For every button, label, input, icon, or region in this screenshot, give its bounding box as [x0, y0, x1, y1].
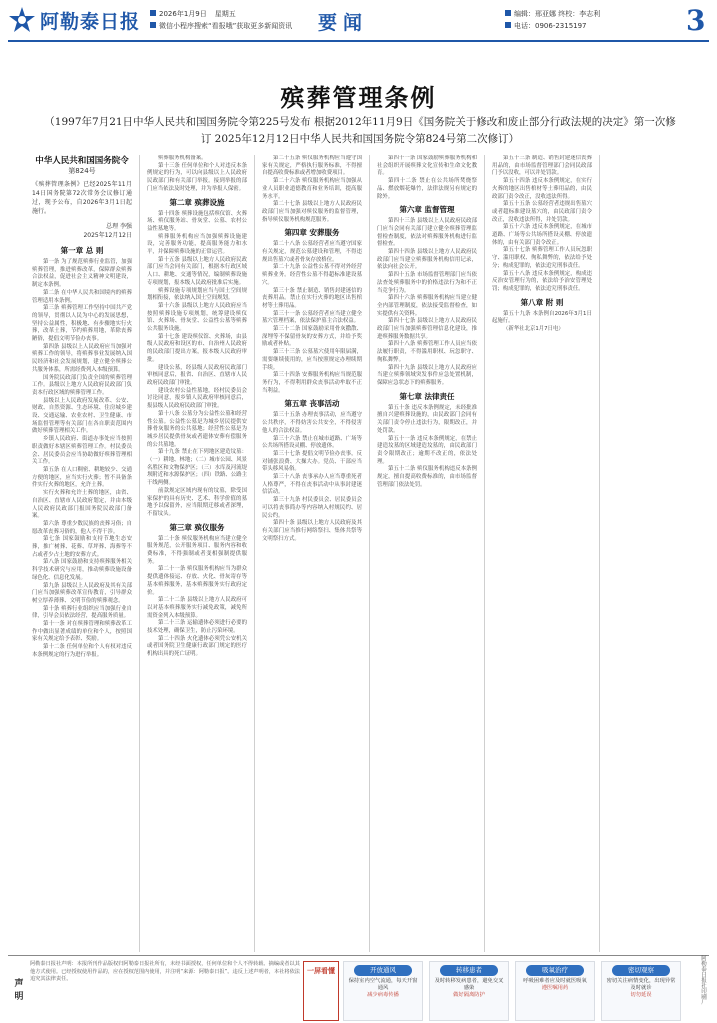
logo-text: 阿勒泰日报 [40, 10, 141, 33]
article-paragraph: 第四条 县级以上人民政府应当加强对殡葬工作的领导，将殡葬事业发展纳入国民经济和社会发展规划，建立健全殡葬公共服务体系，所需经费列入本级预算。 [32, 343, 132, 373]
order-date: 2025年12月12日 [83, 232, 132, 239]
column-content [262, 155, 362, 543]
article-paragraph: 第三十三条 公墓墓穴使用年限届满，需要继续使用的，应当按照规定办理续期手续。 [262, 349, 362, 371]
article-paragraph: 第五十一条 违反本条例规定，在禁止建造坟墓的区域建造坟墓的，由民政部门责令限期改正；逾期不改正的，依法处理。 [377, 435, 477, 465]
article-paragraph: 第三十四条 安葬服务机构应当规范服务行为，不得利用群众丧事活动牟取不正当利益。 [262, 372, 362, 394]
article-paragraph: 第四十八条 殡葬管理工作人员应当依法履行职责，不得滥用职权、玩忽职守、徇私舞弊。 [377, 341, 477, 363]
text-column-6 [607, 155, 707, 952]
article-paragraph: 第四十四条 县级以上地方人民政府民政部门应当建立殡葬服务机构信用记录，依法向社会公开。 [377, 249, 477, 271]
column-divider [254, 155, 255, 952]
promo-title: 转移患者 [440, 965, 498, 976]
logo-icon [8, 6, 36, 34]
header-rule [8, 40, 709, 42]
editor-info: 编辑：邢亚娜 终校：李志利 [514, 10, 601, 18]
article-paragraph: 殡葬服务机构备案。 [158, 155, 207, 161]
promo-card [601, 961, 681, 1021]
promo-card [429, 961, 509, 1021]
article-paragraph: 第二条 在中华人民共和国境内的殡葬管理适用本条例。 [32, 289, 132, 304]
article-paragraph: 第三十九条 村民委员会、居民委员会可以将丧事简办等内容纳入村规民约、居民公约。 [262, 497, 362, 519]
article-paragraph: 第十条 殡葬行业组织应当加强行业自律，引导会员依法经营，提高服务质量。 [32, 605, 132, 620]
issue-weekday: 星期五 [214, 10, 236, 18]
column-content [492, 155, 592, 334]
article-paragraph: 第十二条 任何单位和个人有权对违反本条例规定的行为进行举报。 [32, 644, 132, 658]
editor-meta [505, 8, 600, 32]
article-paragraph: 第三十六条 禁止在城市道路、广场等公共场所搭设灵棚、停放遗体。 [262, 435, 362, 450]
article-paragraph: 建设农村公益性墓地，经村民委员会讨论同意，报乡镇人民政府审核同意后，报县级人民政府民政部门审批。 [147, 387, 247, 410]
phone-info: 电话：0906-2315197 [514, 22, 587, 30]
promo-text: 密切关注病情变化，出现异常及时就诊 [606, 978, 676, 992]
column-content [32, 246, 132, 660]
column-divider [599, 155, 600, 952]
article-paragraph: 第十一条 对在殡葬管理和殡葬改革工作中做出显著成绩的单位和个人，按照国家有关规定给予表彰、奖励。 [32, 621, 132, 643]
article-subline: （1997年7月21日中华人民共和国国务院令第225号发布 根据2012年11月9日《国务院关于修改和废止部分行政法规的决定》第一次修订 2025年12月12日中华人民共和国国务院令第824号第二次修订） [44, 116, 676, 145]
article-paragraph: 第二十八条 公墓经营者应当遵守国家有关规定，规范公墓建设和管理，不得违规出售墓穴或者骨灰存放格位。 [262, 241, 362, 263]
promo-title: 开放通风 [354, 965, 412, 976]
article-headline: 殡葬管理条例 [280, 83, 437, 112]
article-paragraph: 第四十九条 县级以上地方人民政府应当建立殡葬领域突发事件应急处置机制，保障应急状态下的殡葬服务。 [377, 364, 477, 386]
article-paragraph: 第五十七条 殡葬管理工作人员玩忽职守、滥用职权、徇私舞弊的，依法给予处分；构成犯罪的，依法追究刑事责任。 [492, 247, 592, 269]
article-paragraph: 第十四条 殡葬设施包括殡仪馆、火葬场、殡仪服务站、骨灰堂、公墓、农村公益性墓地等。 [147, 210, 247, 232]
article-paragraph: 第五十二条 殡仪服务机构违反本条例规定，擅自提高收费标准的，由市场监督管理部门依法处罚。 [377, 466, 477, 488]
article-paragraph: 建设公墓，经县级人民政府民政部门审核同意后，报省、自治区、直辖市人民政府民政部门审批。 [147, 364, 247, 386]
promo-title: 吸氧治疗 [526, 965, 584, 976]
footer-rule [8, 955, 709, 956]
promo-text: 保持室内空气流通，每天开窗通风 [348, 978, 418, 992]
footer-label: 声明 [12, 978, 23, 1004]
article-paragraph: 第三十条 禁止制造、销售封建迷信的丧葬用品。禁止在实行火葬的地区出售棺材等土葬用品。 [262, 287, 362, 309]
column-divider [369, 155, 370, 952]
article-paragraph: 第五十六条 违反本条例规定，在城市道路、广场等公共场所搭设灵棚、停放遗体的，由有关部门责令改正。 [492, 224, 592, 246]
column-divider [484, 155, 485, 952]
article-paragraph: 第四十六条 殡葬服务机构应当建立健全内部管理制度，依法接受监督检查，如实提供有关资料。 [377, 295, 477, 317]
order-body: 《殡葬管理条例》已经2025年11月14日国务院第72次常务会议修订通过，现予公布，自2026年3月1日起施行。 [32, 181, 132, 215]
text-column-2 [147, 155, 247, 952]
article-paragraph: 第十七条 建设殡仪馆、火葬场，由县级人民政府和设区的市、自治州人民政府的民政部门提出方案，报本级人民政府审批。 [147, 333, 247, 363]
state-council-order [32, 155, 132, 240]
chapter-heading: 第六章 监督管理 [399, 205, 455, 215]
article-paragraph: 第二十七条 县级以上地方人民政府民政部门应当加强对殡仪服务的监督管理，指导殡仪服务机构规范服务。 [262, 201, 362, 223]
article-paragraph: 第二十三条 运输遗体必须进行必要的技术处理，确保卫生，防止污染环境。 [147, 620, 247, 635]
order-title: 中华人民共和国国务院令 [35, 156, 129, 166]
article-paragraph: 第五条 在人口稠密、耕地较少、交通方便的地区，应当实行火葬；暂不具备条件实行火葬的地区，允许土葬。 [32, 466, 132, 489]
wechat-note: 微信小程序搜索“看报哦”获取更多新闻资讯 [159, 22, 293, 30]
promo-highlight: 减少病毒传播 [367, 992, 399, 999]
article-paragraph: 第四十二条 禁止在公共场所焚烧祭品、燃放烟花爆竹，法律法规另有规定的除外。 [377, 178, 477, 200]
article-paragraph: 县级以上人民政府发展改革、公安、财政、自然资源、生态环境、住房城乡建设、交通运输、农业农村、卫生健康、市场监督管理等有关部门在各自职责范围内做好殡葬管理相关工作。 [32, 397, 132, 435]
order-signer: 总理 李强 [106, 223, 132, 230]
promo-text: 呼吸困难者应及时就医吸氧 [523, 978, 587, 984]
article-paragraph: 第二十五条 殡仪服务机构应当遵守国家有关规定，严格执行服务标准，不得擅自提高收费标准或者增加收费项目。 [262, 155, 362, 177]
article-paragraph: 第三十二条 国家鼓励采用骨灰撒散、深埋等不保留骨灰的安葬方式，并给予奖励或者补贴。 [262, 326, 362, 348]
square-bullet-icon [505, 22, 511, 28]
article-paragraph: 第四十三条 县级以上人民政府民政部门应当会同有关部门建立健全殡葬管理监督检查制度，依法对殡葬服务机构进行监督检查。 [377, 218, 477, 248]
article-paragraph: 第十八条 公墓分为公益性公墓和经营性公墓。公益性公墓是为城乡居民提供安葬骨灰服务的公共墓地；经营性公墓是为城乡居民提供骨灰或者遗体安葬有偿服务的公共墓地。 [147, 410, 247, 448]
promo-body [430, 978, 508, 1000]
article-paragraph: 国务院民政部门负责全国的殡葬管理工作。县级以上地方人民政府民政部门负责本行政区域的殡葬管理工作。 [32, 374, 132, 396]
promo-card [343, 961, 423, 1021]
column-divider [139, 155, 140, 952]
printer-note: 阿勒泰日报社印刷厂 [700, 955, 706, 1005]
square-bullet-icon [505, 10, 511, 16]
article-paragraph: 第五十四条 违反本条例规定，在实行火葬的地区出售棺材等土葬用品的，由民政部门责令改正，没收违法所得。 [492, 178, 592, 200]
column-content [377, 155, 477, 489]
promo-body [344, 978, 422, 1000]
article-paragraph: 第四十一条 国家鼓励殡葬服务机构和社会组织开展殡葬文化宣传和生命文化教育。 [377, 155, 477, 177]
article-paragraph: 实行火葬和允许土葬的地区，由省、自治区、直辖市人民政府划定，并由本级人民政府民政部门报国务院民政部门备案。 [32, 490, 132, 520]
article-paragraph: 第七条 国家鼓励和支持节地生态安葬，推广树葬、花葬、草坪葬、海葬等不占或者少占土地的安葬方式。 [32, 536, 132, 558]
chapter-heading: 第八章 附 则 [520, 297, 564, 307]
article-paragraph: 第三十七条 提倡文明节俭办丧事，反对铺张浪费、大操大办。党员、干部应当带头移风易俗。 [262, 450, 362, 473]
issue-date: 2026年1月9日 [159, 10, 207, 18]
chapter-heading: 第五章 丧事活动 [284, 399, 340, 409]
promo-body [516, 978, 594, 992]
article-paragraph: 第四十七条 县级以上地方人民政府民政部门应当加强殡葬管理信息化建设，推进殡葬服务数据共享。 [377, 318, 477, 340]
text-column-4 [377, 155, 477, 952]
promo-highlight: 遵医嘱用药 [541, 985, 569, 992]
article-paragraph: 第八条 国家鼓励和支持殡葬服务相关科学技术研究与应用，推动殡葬设施设备绿色化、信息化发展。 [32, 559, 132, 581]
article-paragraph: 第五十三条 制造、销售封建迷信丧葬用品的，由市场监督管理部门会同民政部门予以没收，可以并处罚款。 [492, 155, 592, 177]
article-body [32, 155, 708, 952]
article-paragraph: 第十六条 县级以上地方人民政府应当按照殡葬设施专项规划，统筹建设殡仪馆、火葬场、骨灰堂、公益性公墓等殡葬公共服务设施。 [147, 302, 247, 333]
chapter-heading: 第三章 殡仪服务 [169, 522, 225, 532]
article-paragraph: 第三十一条 公墓经营者应当建立健全墓穴管理档案，依法保护墓主合法权益。 [262, 310, 362, 325]
chapter-heading: 第七章 法律责任 [399, 391, 455, 401]
square-bullet-icon [150, 22, 156, 28]
article-paragraph: 第十三条 任何单位和个人对违反本条例规定的行为，可以向县级以上人民政府民政部门和有关部门举报。接到举报的部门应当依法及时处理，并为举报人保密。 [147, 162, 247, 192]
article-paragraph: 殡葬设施专项规划应当与国土空间规划相衔接，依法纳入国土空间规划。 [147, 287, 247, 302]
section-title: 要闻 [318, 12, 369, 34]
chapter-heading: 第一章 总 则 [60, 246, 104, 255]
promo-text: 及时转移发病患者，避免交叉感染 [434, 978, 504, 992]
promo-badge: 一屏看懂 [303, 961, 339, 1021]
article-paragraph: 第二十九条 公益性公墓不得对外经营殡葬业务。经营性公墓不得超标准建设墓穴。 [262, 264, 362, 286]
article-paragraph: 殡葬服务机构应当加强殡葬设施建设，完善服务功能，提高服务能力和水平，并保障殡葬设施的正常运营。 [147, 233, 247, 256]
article-paragraph: 第二十二条 县级以上地方人民政府可以对基本殡葬服务实行减免政策，减免所需资金列入本级预算。 [147, 597, 247, 619]
text-column-5 [492, 155, 592, 952]
article-paragraph: （新华社北京1月7日电） [503, 326, 564, 333]
article-paragraph: 第三十五条 办理丧事活动，应当遵守公共秩序，不得妨害公共安全，不得侵害他人的合法权益。 [262, 412, 362, 434]
article-paragraph: 前款规定区域内现有的坟墓，除受国家保护的具有历史、艺术、科学价值的墓地予以保留外，应当限期迁移或者深埋，不留坟头。 [147, 487, 247, 517]
text-column-1 [32, 155, 132, 952]
promo-highlight: 做好隔离防护 [453, 992, 485, 999]
article-paragraph: 第五十五条 公墓经营者违规出售墓穴或者超标准建设墓穴的，由民政部门责令改正，没收违法所得，并处罚款。 [492, 201, 592, 223]
article-paragraph: 第五十八条 违反本条例规定，构成违反治安管理行为的，依法给予治安管理处罚；构成犯罪的，依法追究刑事责任。 [492, 270, 592, 292]
article-paragraph: 第十五条 县级以上地方人民政府民政部门应当会同有关部门，根据本行政区域人口、耕地、交通等情况，编制殡葬设施专项规划，报本级人民政府批准后实施。 [147, 256, 247, 286]
copyright-statement: 阿勒泰日报社声明：本报所刊作品版权归阿勒泰日报社所有，未经书面授权，任何单位和个人不得转载、摘编或者以其他方式使用。已经授权使用作品的，应在授权范围内使用，并注明“来源：阿勒泰日报”。违反上述声明者，本社将依法追究其法律责任。 [30, 961, 300, 983]
chapter-heading: 第四章 安葬服务 [284, 228, 340, 238]
article-paragraph: 第五十九条 本条例自2026年3月1日起施行。 [492, 310, 592, 325]
order-number: 第824号 [68, 167, 96, 175]
article-paragraph: 第四十五条 市场监督管理部门应当依法查处殡葬服务中的价格违法行为和不正当竞争行为。 [377, 272, 477, 294]
promo-title: 密切观察 [612, 965, 670, 976]
article-paragraph: 第二十条 殡仪服务机构应当建立健全服务规范，公开服务项目、服务内容和收费标准，不得强制或者变相强制提供服务。 [147, 535, 247, 565]
promo-highlight: 切勿延误 [630, 992, 652, 999]
article-paragraph: 第三条 殡葬管理工作坚持中国共产党的领导，贯彻以人民为中心的发展思想，坚持公益属性，积极地、有步骤地实行火葬，改革土葬，节约殡葬用地，革除丧葬陋俗，提倡文明节俭办丧事。 [32, 305, 132, 343]
page-number: 3 [686, 4, 706, 37]
square-bullet-icon [150, 10, 156, 16]
article-paragraph: 第四十条 县级以上地方人民政府及其有关部门应当推行网络祭扫、集体共祭等文明祭扫方式。 [262, 520, 362, 542]
issue-meta [150, 8, 292, 32]
article-paragraph: 第六条 尊重少数民族的丧葬习俗；自愿改革丧葬习俗的，他人不得干涉。 [32, 520, 132, 535]
text-column-3 [262, 155, 362, 952]
article-paragraph: 第十九条 禁止在下列地区建造坟墓：（一）耕地、林地；（二）城市公园、风景名胜区和文物保护区；（三）水库及河流堤坝附近和水源保护区；（四）铁路、公路主干线两侧。 [147, 449, 247, 487]
article-paragraph: 第二十四条 火化遗体必须凭公安机关或者国务院卫生健康行政部门规定的医疗机构出具的死亡证明。 [147, 635, 247, 658]
article-paragraph: 乡镇人民政府、街道办事处应当按照职责做好本辖区殡葬管理工作。村民委员会、居民委员会应当协助做好殡葬管理相关工作。 [32, 436, 132, 466]
article-paragraph: 第五十条 违反本条例规定，未经批准擅自兴建殡葬设施的，由民政部门会同有关部门责令停止违法行为，限期改正，并处罚款。 [377, 404, 477, 434]
promo-body [602, 978, 680, 1000]
column-content [147, 155, 247, 659]
article-paragraph: 第九条 县级以上人民政府及其有关部门应当加强殡葬改革宣传教育，引导群众树立厚养薄葬、文明节俭的殡葬观念。 [32, 582, 132, 604]
article-paragraph: 第二十六条 殡仪服务机构应当加强从业人员职业道德教育和业务培训，提高服务水平。 [262, 178, 362, 200]
article-paragraph: 第三十八条 丧事承办人应当尊重死者人格尊严，不得在丧事活动中从事封建迷信活动。 [262, 474, 362, 496]
chapter-heading: 第二章 殡葬设施 [169, 197, 225, 207]
article-paragraph: 第二十一条 殡仪服务机构应当为群众提供遗体接运、存放、火化、骨灰寄存等基本殡葬服务，基本殡葬服务实行政府定价。 [147, 566, 247, 596]
masthead [0, 0, 717, 40]
newspaper-logo [8, 6, 140, 34]
article-paragraph: 第一条 为了规范殡葬行业监管，加强殡葬管理，推进殡葬改革，保障群众殡葬合法权益，促进社会主义精神文明建设，制定本条例。 [32, 259, 132, 289]
promo-card [515, 961, 595, 1021]
